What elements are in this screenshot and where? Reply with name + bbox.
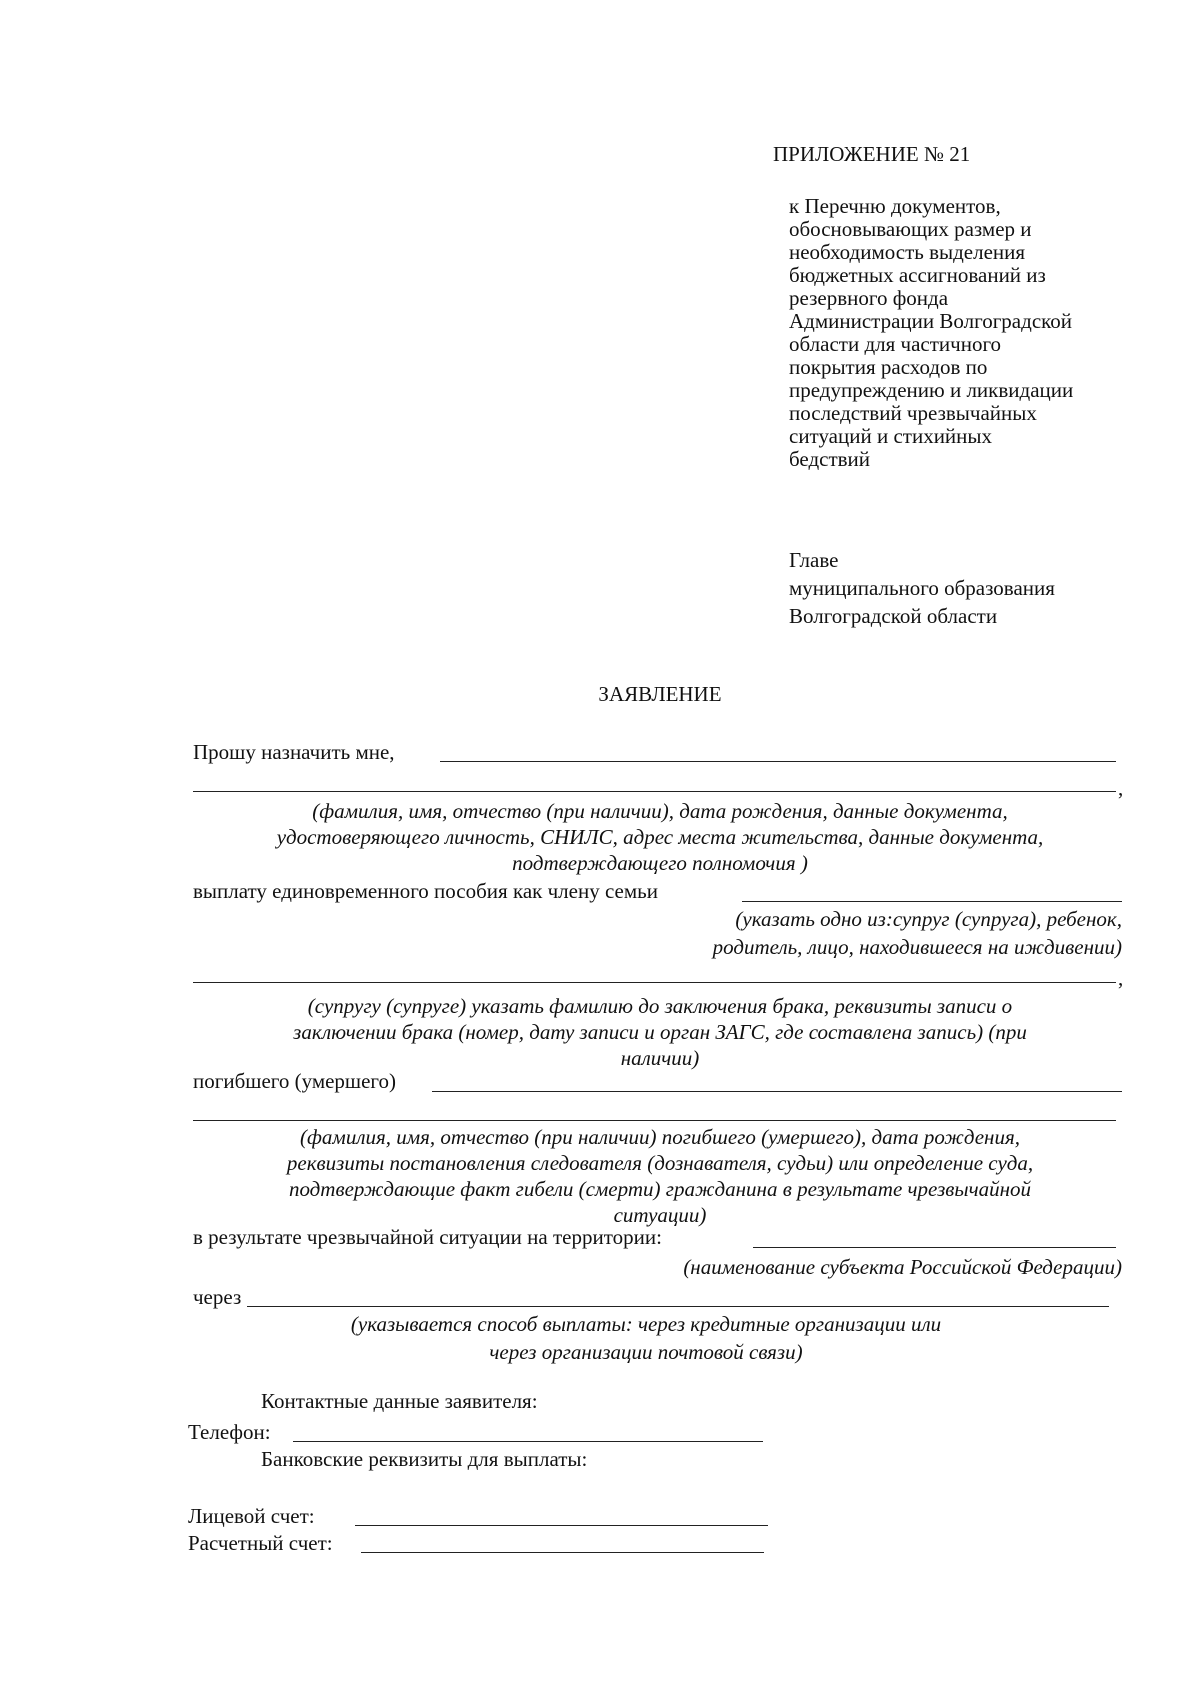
- hint-line: (супругу (супруге) указать фамилию до заключения брака, реквизиты записи о: [307, 994, 1013, 1018]
- hint-line: наличии): [620, 1046, 700, 1070]
- phone-label: Телефон:: [188, 1420, 271, 1444]
- deceased-label: погибшего (умершего): [193, 1069, 397, 1093]
- hint-territory: (наименование субъекта Российской Федерации): [683, 1255, 1122, 1279]
- appendix-line: последствий чрезвычайных: [789, 401, 1037, 425]
- appendix-line: ситуаций и стихийных: [789, 424, 993, 448]
- hint-relation: [500, 905, 1122, 961]
- hint-line: (фамилия, имя, отчество (при наличии) погибшего (умершего), дата рождения,: [300, 1125, 1020, 1149]
- contacts-title: Контактные данные заявителя:: [261, 1389, 538, 1413]
- territory-line[interactable]: [753, 1247, 1116, 1248]
- appendix-description: [789, 195, 1073, 471]
- applicant-line-1[interactable]: [440, 761, 1116, 762]
- addressee-line: муниципального образования: [789, 576, 1055, 600]
- hint-line: заключении брака (номер, дату записи и орган ЗАГС, где составлена запись) (при: [293, 1020, 1027, 1044]
- appendix-line: бедствий: [789, 447, 871, 471]
- personal-account-line[interactable]: [355, 1525, 768, 1526]
- bank-title: Банковские реквизиты для выплаты:: [261, 1447, 588, 1471]
- hint-line: (фамилия, имя, отчество (при наличии), дата рождения, данные документа,: [312, 799, 1008, 823]
- addressee-line: Волгоградской области: [789, 604, 998, 628]
- addressee-line: Главе: [789, 548, 839, 572]
- payment-label: выплату единовременного пособия как члену семьи: [193, 879, 658, 903]
- hint-line: подтверждающие факт гибели (смерти) гражданина в результате чрезвычайной: [288, 1177, 1032, 1201]
- spouse-line[interactable]: [193, 982, 1116, 983]
- appendix-line: Администрации Волгоградской: [789, 309, 1073, 333]
- appendix-line: необходимость выделения: [789, 240, 1026, 264]
- hint-line: (указать одно из:супруг (супруга), ребенок,: [735, 907, 1122, 931]
- personal-account-label: Лицевой счет:: [188, 1504, 315, 1528]
- addressee: [789, 546, 1055, 630]
- settlement-account-line[interactable]: [361, 1552, 764, 1553]
- deceased-line-2[interactable]: [193, 1120, 1116, 1121]
- document-heading: ЗАЯВЛЕНИЕ: [598, 682, 722, 706]
- hint-line: реквизиты постановления следователя (дознавателя, судьи) или определение суда,: [286, 1151, 1034, 1175]
- hint-spouse: [180, 993, 1140, 1071]
- territory-label: в результате чрезвычайной ситуации на территории:: [193, 1225, 662, 1249]
- hint-line: удостоверяющего личность, СНИЛС, адрес места жительства, данные документа,: [276, 825, 1044, 849]
- hint-line: подтверждающего полномочия ): [512, 851, 808, 875]
- comma-mark: ,: [1118, 966, 1124, 990]
- appendix-line: предупреждению и ликвидации: [789, 378, 1074, 402]
- relation-line[interactable]: [742, 901, 1122, 902]
- deceased-line-1[interactable]: [432, 1091, 1122, 1092]
- hint-line: родитель, лицо, находившееся на иждивении): [712, 935, 1122, 959]
- request-label: Прошу назначить мне,: [193, 740, 395, 764]
- appendix-line: бюджетных ассигнований из: [789, 263, 1046, 287]
- via-line[interactable]: [247, 1306, 1109, 1307]
- applicant-line-2[interactable]: [193, 791, 1116, 792]
- hint-deceased: [180, 1124, 1140, 1228]
- settlement-account-label: Расчетный счет:: [188, 1531, 333, 1555]
- phone-line[interactable]: [293, 1441, 763, 1442]
- appendix-line: к Перечню документов,: [789, 194, 1001, 218]
- hint-applicant: [180, 798, 1140, 876]
- comma-mark: ,: [1118, 776, 1124, 800]
- hint-line: через организации почтовой связи): [489, 1340, 803, 1364]
- hint-via: [166, 1310, 1126, 1366]
- via-label: через: [193, 1285, 242, 1309]
- appendix-title: ПРИЛОЖЕНИЕ № 21: [773, 142, 971, 166]
- hint-line: ситуации): [613, 1203, 707, 1227]
- appendix-line: обосновывающих размер и: [789, 217, 1032, 241]
- appendix-line: покрытия расходов по: [789, 355, 988, 379]
- hint-line: (указывается способ выплаты: через кредитные организации или: [350, 1312, 942, 1336]
- appendix-line: области для частичного: [789, 332, 1002, 356]
- appendix-line: резервного фонда: [789, 286, 949, 310]
